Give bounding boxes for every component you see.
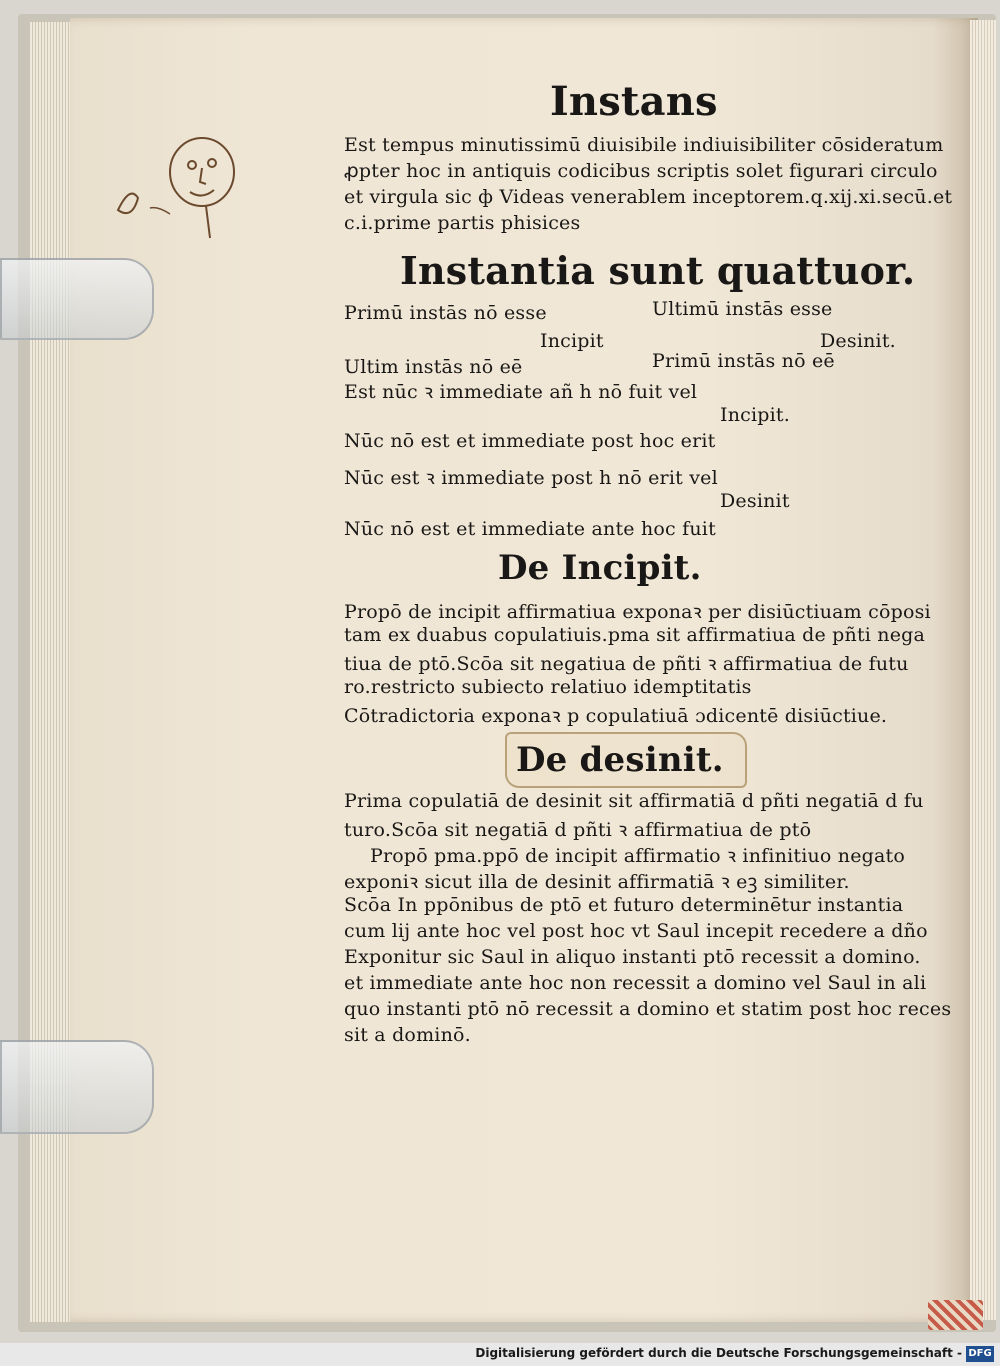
text-line: Propō pma.ppō de incipit affirmatio ꝛ infinitiuo negato (370, 845, 906, 867)
text-line: et immediate ante hoc non recessit a domino vel Saul in ali (344, 972, 927, 994)
text-line: cum lij ante hoc vel post hoc vt Saul incepit recedere a dño (344, 920, 928, 942)
page-clip-top (0, 258, 154, 340)
footer-bar (0, 1343, 1000, 1366)
page-clip-bottom (0, 1040, 154, 1134)
text-line: ꝓpter hoc in antiquis codicibus scriptis solet figurari circulo (344, 160, 938, 182)
text-line: Propō de incipit affirmatiua exponaꝛ per disiūctiuam cōposi (344, 601, 931, 623)
text-line: Incipit. (720, 404, 790, 426)
text-line: turo.Scōa sit negatiā d pñti ꝛ affirmatiua de ptō (344, 819, 812, 841)
text-line: Exponitur sic Saul in aliquo instanti ptō recessit a domino. (344, 946, 921, 968)
text-line: quo instanti ptō nō recessit a domino et statim post hoc reces (344, 998, 952, 1020)
text-line: Scōa In ppōnibus de ptō et futuro determinētur instantia (344, 894, 904, 916)
text-line: Est tempus minutissimū diuisibile indiuisibiliter cōsideratum (344, 134, 944, 156)
margin-face-doodle-icon (110, 130, 250, 240)
bookmark-ribbon (928, 1300, 983, 1330)
text-line: Incipit (540, 330, 604, 352)
text-line: exponiꝛ sicut illa de desinit affirmatiā ꝛ eꝫ similiter. (344, 871, 850, 893)
text-line: Primū instās nō esse (344, 302, 547, 324)
page-edges-right (970, 20, 996, 1320)
text-line: sit a dominō. (344, 1024, 471, 1046)
heading-de-desinit: De desinit. (516, 740, 724, 780)
text-line: Desinit. (820, 330, 896, 352)
text-line: Nūc nō est et immediate ante hoc fuit (344, 518, 716, 540)
heading-instantia: Instantia sunt quattuor. (400, 248, 916, 293)
text-line: Prima copulatiā de desinit sit affirmatiā d pñti negatiā d fu (344, 790, 924, 812)
text-line: c.i.prime partis phisices (344, 212, 581, 234)
text-line: ro.restricto subiecto relatiuo idemptitatis (344, 676, 752, 698)
text-line: Ultimū instās esse (652, 298, 833, 320)
text-line: Nūc est ꝛ immediate post h nō erit vel (344, 467, 718, 489)
funding-credit: Digitalisierung gefördert durch die Deutsche Forschungsgemeinschaft - (475, 1346, 962, 1360)
heading-instans: Instans (550, 78, 718, 125)
text-line: Est nūc ꝛ immediate añ h nō fuit vel (344, 381, 698, 403)
text-line: tam ex duabus copulatiuis.pma sit affirmatiua de pñti nega (344, 624, 926, 646)
text-line: Primū instās nō eē (652, 350, 835, 372)
text-line: Cōtradictoria exponaꝛ p copulatiuā ɔdicentē disiūctiue. (344, 705, 888, 727)
text-line: Desinit (720, 490, 790, 512)
text-line: et virgula sic ф Videas venerablem inceptorem.q.xij.xi.secū.et (344, 186, 953, 208)
text-line: tiua de ptō.Scōa sit negatiua de pñti ꝛ affirmatiua de futu (344, 653, 909, 675)
dfg-logo-icon: DFG (966, 1346, 994, 1362)
text-line: Ultim instās nō eē (344, 356, 523, 378)
text-line: Nūc nō est et immediate post hoc erit (344, 430, 716, 452)
heading-de-incipit: De Incipit. (498, 548, 702, 588)
